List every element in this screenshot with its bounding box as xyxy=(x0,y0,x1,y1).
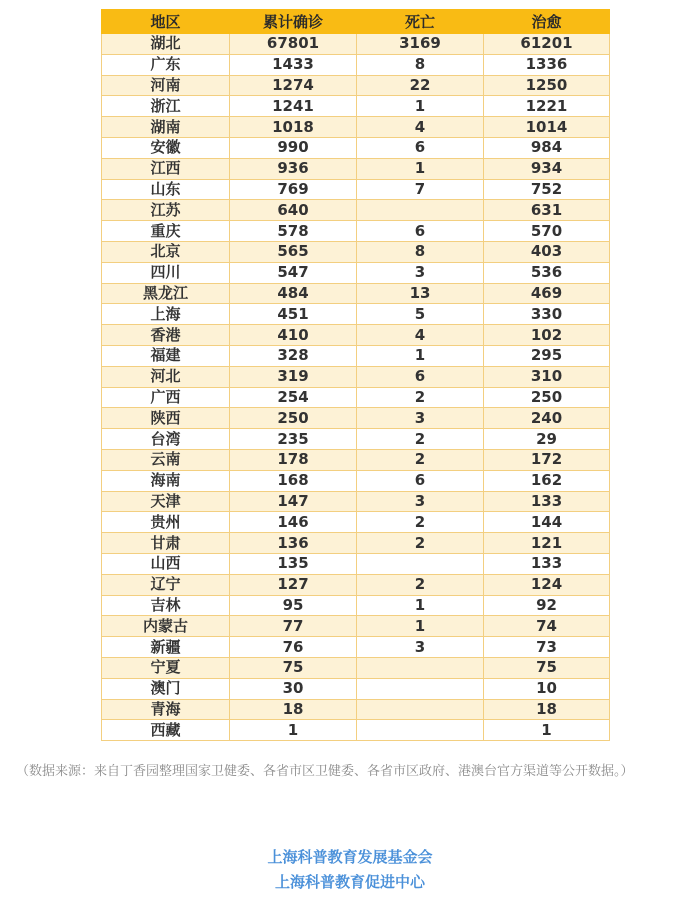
table-row xyxy=(102,241,610,262)
table-header-row xyxy=(102,10,610,34)
table-row xyxy=(102,387,610,408)
cell-deaths: 2 xyxy=(357,387,484,408)
cell-region: 山西 xyxy=(102,553,230,574)
table-row xyxy=(102,366,610,387)
header-deaths: 死亡 xyxy=(357,10,484,34)
table-row xyxy=(102,574,610,595)
cell-region: 北京 xyxy=(102,241,230,262)
cell-region: 四川 xyxy=(102,262,230,283)
cell-deaths: 3 xyxy=(357,408,484,429)
cell-confirmed: 328 xyxy=(230,345,357,366)
cell-confirmed: 451 xyxy=(230,304,357,325)
cell-recovered: 121 xyxy=(484,533,610,554)
cell-recovered: 1014 xyxy=(484,117,610,138)
table-row xyxy=(102,616,610,637)
cell-recovered: 934 xyxy=(484,158,610,179)
table-row xyxy=(102,54,610,75)
cell-region: 河南 xyxy=(102,75,230,96)
cell-deaths: 6 xyxy=(357,137,484,158)
cell-deaths xyxy=(357,699,484,720)
cell-region: 河北 xyxy=(102,366,230,387)
cell-recovered: 133 xyxy=(484,553,610,574)
cell-deaths: 2 xyxy=(357,449,484,470)
cell-recovered: 570 xyxy=(484,221,610,242)
stats-table-container xyxy=(101,9,609,741)
table-row xyxy=(102,158,610,179)
cell-deaths: 6 xyxy=(357,470,484,491)
cell-confirmed: 640 xyxy=(230,200,357,221)
cell-confirmed: 936 xyxy=(230,158,357,179)
cell-region: 上海 xyxy=(102,304,230,325)
cell-confirmed: 95 xyxy=(230,595,357,616)
header-region: 地区 xyxy=(102,10,230,34)
cell-region: 湖南 xyxy=(102,117,230,138)
table-row xyxy=(102,34,610,55)
cell-region: 贵州 xyxy=(102,512,230,533)
cell-region: 云南 xyxy=(102,449,230,470)
cell-confirmed: 135 xyxy=(230,553,357,574)
cell-confirmed: 147 xyxy=(230,491,357,512)
cell-region: 陕西 xyxy=(102,408,230,429)
cell-region: 台湾 xyxy=(102,429,230,450)
cell-confirmed: 235 xyxy=(230,429,357,450)
table-row xyxy=(102,595,610,616)
table-row xyxy=(102,533,610,554)
cell-deaths xyxy=(357,553,484,574)
cell-confirmed: 250 xyxy=(230,408,357,429)
cell-recovered: 75 xyxy=(484,657,610,678)
cell-region: 黑龙江 xyxy=(102,283,230,304)
cell-deaths: 2 xyxy=(357,533,484,554)
cell-confirmed: 319 xyxy=(230,366,357,387)
cell-recovered: 61201 xyxy=(484,34,610,55)
cell-region: 山东 xyxy=(102,179,230,200)
cell-recovered: 536 xyxy=(484,262,610,283)
cell-confirmed: 77 xyxy=(230,616,357,637)
table-row xyxy=(102,117,610,138)
cell-recovered: 18 xyxy=(484,699,610,720)
cell-deaths: 4 xyxy=(357,325,484,346)
cell-confirmed: 410 xyxy=(230,325,357,346)
table-row xyxy=(102,283,610,304)
cell-confirmed: 1274 xyxy=(230,75,357,96)
cell-region: 辽宁 xyxy=(102,574,230,595)
cell-deaths: 2 xyxy=(357,574,484,595)
cell-deaths: 3169 xyxy=(357,34,484,55)
cell-region: 安徽 xyxy=(102,137,230,158)
cell-confirmed: 578 xyxy=(230,221,357,242)
cell-recovered: 144 xyxy=(484,512,610,533)
cell-recovered: 752 xyxy=(484,179,610,200)
cell-deaths: 1 xyxy=(357,96,484,117)
cell-region: 青海 xyxy=(102,699,230,720)
cell-deaths: 3 xyxy=(357,262,484,283)
cell-deaths: 2 xyxy=(357,512,484,533)
cell-deaths: 3 xyxy=(357,491,484,512)
cell-region: 福建 xyxy=(102,345,230,366)
table-row xyxy=(102,345,610,366)
cell-region: 新疆 xyxy=(102,637,230,658)
cell-confirmed: 565 xyxy=(230,241,357,262)
cell-deaths: 4 xyxy=(357,117,484,138)
cell-deaths: 8 xyxy=(357,54,484,75)
cell-recovered: 1250 xyxy=(484,75,610,96)
cell-recovered: 1221 xyxy=(484,96,610,117)
cell-recovered: 330 xyxy=(484,304,610,325)
table-row xyxy=(102,262,610,283)
cell-deaths xyxy=(357,200,484,221)
cell-recovered: 295 xyxy=(484,345,610,366)
cell-confirmed: 484 xyxy=(230,283,357,304)
table-row xyxy=(102,720,610,741)
table-row xyxy=(102,449,610,470)
cell-region: 江苏 xyxy=(102,200,230,221)
table-row xyxy=(102,637,610,658)
cell-region: 浙江 xyxy=(102,96,230,117)
cell-deaths: 6 xyxy=(357,221,484,242)
table-row xyxy=(102,429,610,450)
table-row xyxy=(102,96,610,117)
cell-recovered: 29 xyxy=(484,429,610,450)
footer xyxy=(0,845,700,895)
cell-region: 澳门 xyxy=(102,678,230,699)
cell-region: 香港 xyxy=(102,325,230,346)
cell-region: 江西 xyxy=(102,158,230,179)
table-row xyxy=(102,491,610,512)
cell-region: 天津 xyxy=(102,491,230,512)
cell-recovered: 172 xyxy=(484,449,610,470)
cell-deaths: 5 xyxy=(357,304,484,325)
cell-confirmed: 67801 xyxy=(230,34,357,55)
table-row xyxy=(102,200,610,221)
cell-recovered: 74 xyxy=(484,616,610,637)
cell-recovered: 984 xyxy=(484,137,610,158)
cell-region: 海南 xyxy=(102,470,230,491)
cell-deaths xyxy=(357,657,484,678)
cell-confirmed: 769 xyxy=(230,179,357,200)
cell-recovered: 469 xyxy=(484,283,610,304)
cell-confirmed: 1241 xyxy=(230,96,357,117)
cell-region: 内蒙古 xyxy=(102,616,230,637)
cell-recovered: 1336 xyxy=(484,54,610,75)
table-body xyxy=(102,34,610,741)
cell-recovered: 133 xyxy=(484,491,610,512)
cell-recovered: 124 xyxy=(484,574,610,595)
cell-recovered: 403 xyxy=(484,241,610,262)
cell-confirmed: 127 xyxy=(230,574,357,595)
cell-recovered: 1 xyxy=(484,720,610,741)
header-recovered: 治愈 xyxy=(484,10,610,34)
cell-recovered: 310 xyxy=(484,366,610,387)
cell-confirmed: 990 xyxy=(230,137,357,158)
cell-region: 重庆 xyxy=(102,221,230,242)
table-row xyxy=(102,137,610,158)
cell-deaths: 1 xyxy=(357,158,484,179)
stats-table xyxy=(101,9,610,741)
cell-deaths: 1 xyxy=(357,595,484,616)
cell-region: 吉林 xyxy=(102,595,230,616)
header-confirmed: 累计确诊 xyxy=(230,10,357,34)
cell-region: 西藏 xyxy=(102,720,230,741)
data-source-note: （数据来源：来自丁香园整理国家卫健委、各省市区卫健委、各省市区政府、港澳台官方渠道等公开数据。） xyxy=(16,764,634,779)
cell-confirmed: 1433 xyxy=(230,54,357,75)
cell-recovered: 631 xyxy=(484,200,610,221)
footer-org-foundation: 上海科普教育发展基金会 xyxy=(267,848,433,866)
table-row xyxy=(102,657,610,678)
table-row xyxy=(102,678,610,699)
cell-deaths: 13 xyxy=(357,283,484,304)
cell-confirmed: 254 xyxy=(230,387,357,408)
cell-deaths: 1 xyxy=(357,345,484,366)
cell-confirmed: 1 xyxy=(230,720,357,741)
cell-deaths: 2 xyxy=(357,429,484,450)
table-row xyxy=(102,699,610,720)
table-row xyxy=(102,408,610,429)
cell-recovered: 240 xyxy=(484,408,610,429)
table-row xyxy=(102,304,610,325)
cell-deaths: 6 xyxy=(357,366,484,387)
cell-confirmed: 178 xyxy=(230,449,357,470)
cell-recovered: 250 xyxy=(484,387,610,408)
cell-confirmed: 136 xyxy=(230,533,357,554)
cell-recovered: 10 xyxy=(484,678,610,699)
cell-region: 广东 xyxy=(102,54,230,75)
cell-deaths xyxy=(357,678,484,699)
cell-confirmed: 146 xyxy=(230,512,357,533)
table-row xyxy=(102,553,610,574)
cell-confirmed: 76 xyxy=(230,637,357,658)
cell-confirmed: 168 xyxy=(230,470,357,491)
cell-region: 广西 xyxy=(102,387,230,408)
cell-confirmed: 1018 xyxy=(230,117,357,138)
cell-region: 宁夏 xyxy=(102,657,230,678)
cell-deaths: 7 xyxy=(357,179,484,200)
cell-confirmed: 18 xyxy=(230,699,357,720)
cell-recovered: 92 xyxy=(484,595,610,616)
table-row xyxy=(102,75,610,96)
cell-deaths: 22 xyxy=(357,75,484,96)
cell-deaths: 3 xyxy=(357,637,484,658)
cell-recovered: 102 xyxy=(484,325,610,346)
table-row xyxy=(102,221,610,242)
cell-confirmed: 30 xyxy=(230,678,357,699)
cell-deaths: 1 xyxy=(357,616,484,637)
table-row xyxy=(102,325,610,346)
cell-deaths: 8 xyxy=(357,241,484,262)
cell-region: 湖北 xyxy=(102,34,230,55)
table-row xyxy=(102,470,610,491)
cell-recovered: 162 xyxy=(484,470,610,491)
cell-recovered: 73 xyxy=(484,637,610,658)
table-row xyxy=(102,512,610,533)
table-row xyxy=(102,179,610,200)
cell-region: 甘肃 xyxy=(102,533,230,554)
cell-confirmed: 547 xyxy=(230,262,357,283)
cell-confirmed: 75 xyxy=(230,657,357,678)
footer-org-center: 上海科普教育促进中心 xyxy=(274,873,425,891)
cell-deaths xyxy=(357,720,484,741)
